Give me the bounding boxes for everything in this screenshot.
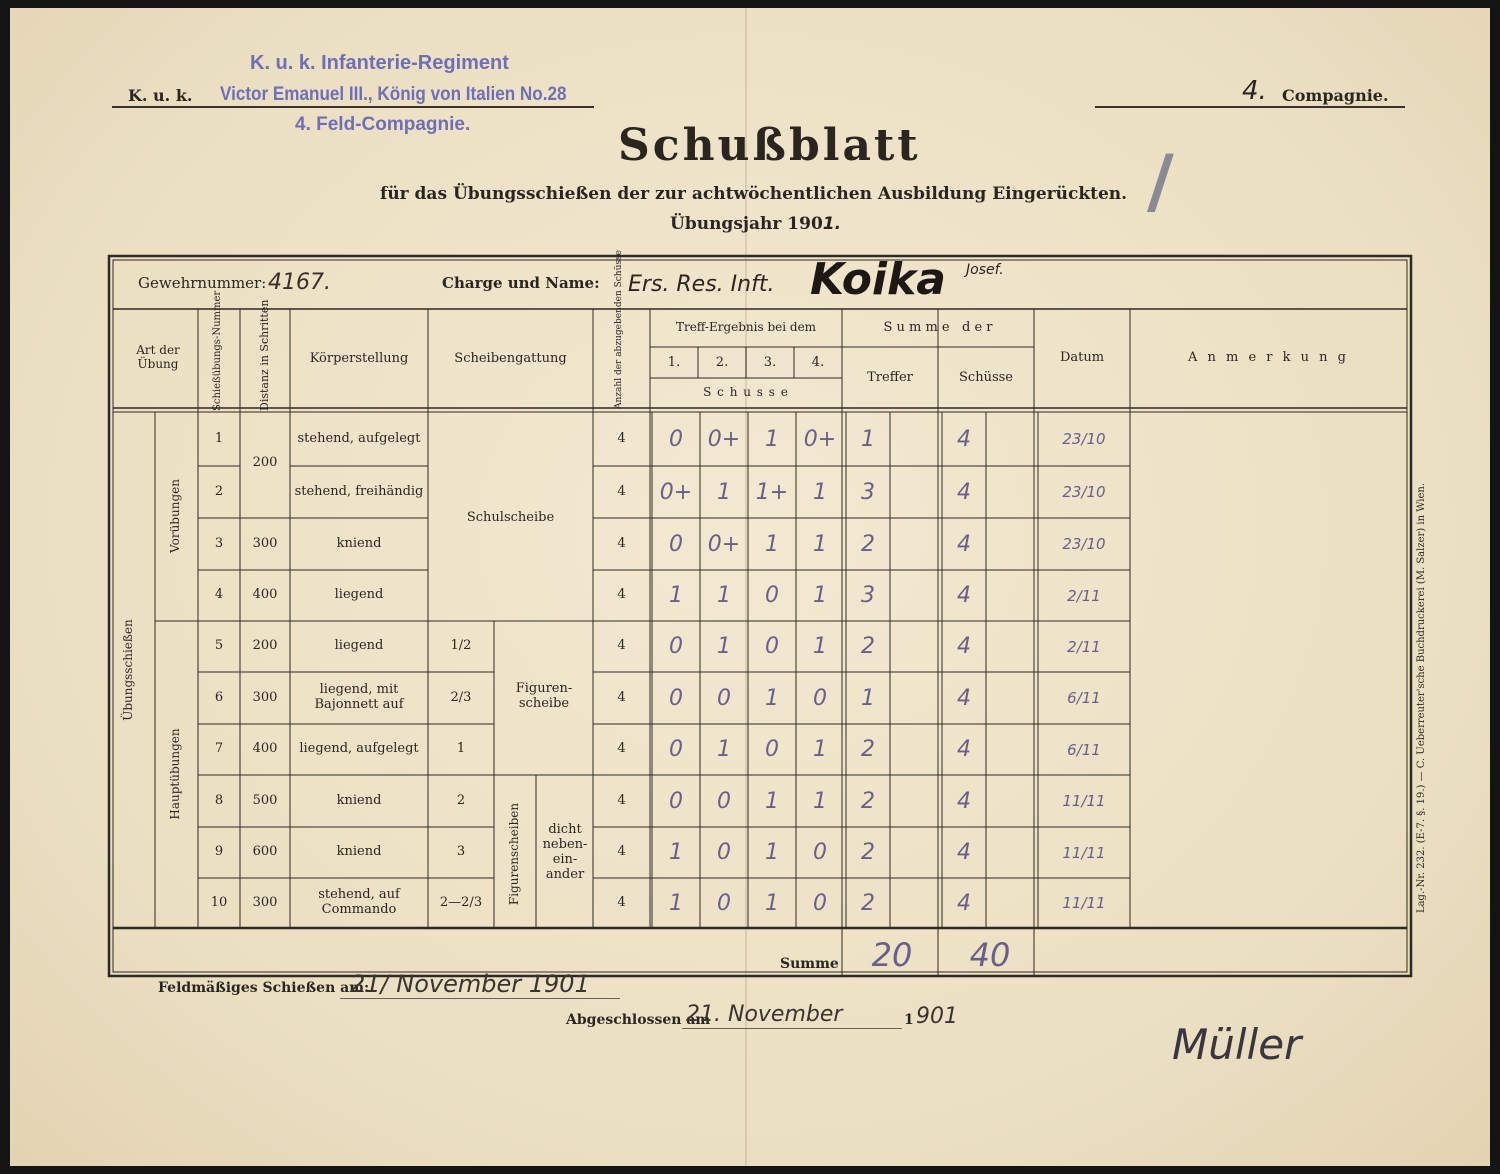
header-treff: Treff-Ergebnis bei dem: [675, 320, 817, 335]
row-dist: 500: [252, 792, 278, 808]
row-schuesse: 4: [957, 840, 971, 865]
row-schuesse: 4: [957, 531, 971, 557]
gewehr-value: 4167.: [268, 270, 331, 295]
row-shot-4: 1: [813, 531, 827, 557]
shot-header-3: 3.: [763, 354, 777, 370]
kuk-label: K. u. k.: [128, 86, 193, 105]
shot-header-1: 1.: [667, 354, 681, 370]
row-shot-1: 0: [669, 531, 683, 557]
header-anzahl: Anzahl der abzugebenden Schüsse: [614, 250, 624, 409]
year-label-text: Übungsjahr 190: [670, 214, 823, 234]
row-anzahl: 4: [617, 430, 626, 446]
header-distanz: Distanz in Schritten: [258, 299, 271, 411]
row-fraction: 2—2/3: [439, 894, 483, 910]
row-shot-4: 1: [813, 788, 827, 814]
document-page: [10, 8, 1490, 1166]
header-art: Art der Übung: [136, 343, 180, 371]
row-dist: 400: [252, 741, 278, 757]
row-anzahl: 4: [617, 792, 626, 808]
row-fraction: 3: [456, 844, 466, 860]
row-schuesse: 4: [957, 685, 971, 711]
row-nr: 7: [214, 741, 224, 757]
row-shot-1: 1: [669, 583, 683, 608]
row-position: liegend, mit Bajonnett auf: [314, 682, 404, 712]
feld-rule: [340, 998, 620, 999]
header-schuesse-sum: Schüsse: [959, 369, 1013, 385]
row-nr: 2: [214, 483, 224, 499]
gewehr-label: Gewehrnummer:: [138, 274, 267, 292]
row-shot-3: 1: [765, 685, 779, 711]
row-shot-2: 1: [717, 583, 731, 608]
surname: Koika: [810, 254, 946, 305]
row-shot-2: 0: [717, 890, 731, 916]
feld-value: 21/ November 1901: [350, 970, 590, 998]
summe-treffer: 20: [871, 936, 913, 974]
row-dist: 400: [252, 587, 278, 603]
row-shot-3: 0: [765, 737, 779, 762]
row-shot-1: 1: [669, 890, 683, 916]
charge-label: Charge und Name:: [442, 274, 600, 292]
group-outer: Übungsschießen: [121, 619, 135, 721]
row-shot-4: 1: [813, 737, 827, 762]
row-shot-4: 1: [813, 479, 827, 505]
row-anzahl: 4: [617, 844, 626, 860]
row-datum: 23/10: [1062, 535, 1106, 553]
row-treffer: 2: [861, 737, 875, 762]
row-fraction: 2/3: [450, 689, 472, 705]
row-datum: 11/11: [1062, 792, 1106, 810]
row-fraction: 1/2: [450, 638, 472, 654]
row-shot-1: 0+: [659, 479, 693, 505]
abg-year-value: 901: [916, 1004, 958, 1029]
row-dist: 200: [252, 638, 278, 654]
row-treffer: 3: [861, 479, 875, 505]
row-shot-2: 1: [717, 634, 731, 659]
row-shot-2: 0: [717, 788, 731, 814]
group-vor: Vorübungen: [168, 479, 182, 553]
row-shot-3: 1: [765, 788, 779, 814]
row-shot-1: 1: [669, 840, 683, 865]
firstname: Josef.: [966, 262, 1004, 278]
row-fraction: 2: [456, 792, 466, 808]
row-shot-4: 1: [813, 634, 827, 659]
row-treffer: 2: [861, 531, 875, 557]
abg-rule: [682, 1028, 902, 1029]
group-figurenscheiben: Figurenscheiben: [507, 802, 521, 906]
row-shot-2: 1: [717, 479, 731, 505]
row-position: kniend: [336, 844, 382, 860]
row-shot-4: 0: [813, 890, 827, 916]
company-number: 4.: [1242, 76, 1267, 106]
row-shot-3: 0: [765, 634, 779, 659]
row-shot-4: 1: [813, 583, 827, 608]
row-datum: 2/11: [1067, 586, 1101, 605]
row-nr: 10: [210, 894, 228, 910]
group-dicht: dicht neben-ein-ander: [542, 822, 588, 882]
row-dist: 200: [252, 454, 278, 470]
row-datum: 23/10: [1062, 430, 1106, 448]
page-title: Schußblatt: [618, 120, 921, 171]
side-print: Lag.-Nr. 232. (E-7. §. 19.) — C. Ueberreuter'sche Buchdruckerei (M. Salzer) in Wien.: [1416, 482, 1427, 914]
row-dist: 300: [252, 894, 278, 910]
header-datum: Datum: [1059, 349, 1105, 365]
header-schuesse: S c h u s s e: [703, 385, 789, 400]
row-shot-1: 0: [669, 685, 683, 711]
row-anzahl: 4: [617, 535, 626, 551]
row-schuesse: 4: [957, 737, 971, 762]
header-treffer: Treffer: [867, 369, 913, 385]
signature: Müller: [1172, 1020, 1302, 1069]
row-dist: 300: [252, 535, 278, 551]
row-treffer: 2: [861, 890, 875, 916]
row-treffer: 1: [861, 426, 875, 452]
row-dist: 600: [252, 844, 278, 860]
row-shot-1: 0: [669, 634, 683, 659]
header-koerper: Körperstellung: [309, 350, 409, 366]
abg-label: Abgeschlossen am: [566, 1012, 711, 1028]
feld-label: Feldmäßiges Schießen am:: [158, 980, 370, 996]
row-nr: 1: [214, 430, 224, 446]
row-position: stehend, auf Commando: [318, 887, 400, 917]
roman-mark: I: [1132, 138, 1187, 231]
row-shot-3: 1: [765, 426, 779, 452]
row-shot-1: 0: [669, 737, 683, 762]
row-nr: 6: [214, 689, 224, 705]
row-shot-1: 0: [669, 788, 683, 814]
group-haupt: Hauptübungen: [168, 728, 182, 820]
row-position: liegend, aufgelegt: [299, 741, 419, 757]
row-anzahl: 4: [617, 894, 626, 910]
row-nr: 5: [214, 638, 224, 654]
summe-schuesse: 40: [969, 936, 1011, 974]
row-schuesse: 4: [957, 479, 971, 505]
row-datum: 6/11: [1067, 740, 1101, 759]
row-treffer: 2: [861, 634, 875, 659]
row-schuesse: 4: [957, 788, 971, 814]
row-shot-2: 1: [717, 737, 731, 762]
row-treffer: 1: [861, 685, 875, 711]
row-datum: 11/11: [1062, 843, 1106, 862]
group-figurenscheibe: Figuren-scheibe: [515, 681, 573, 711]
row-anzahl: 4: [617, 483, 626, 499]
row-anzahl: 4: [617, 587, 626, 603]
group-schulscheibe: Schulscheibe: [466, 509, 555, 525]
row-nr: 3: [214, 535, 224, 551]
row-position: stehend, aufgelegt: [297, 430, 421, 446]
row-schuesse: 4: [957, 890, 971, 916]
row-treffer: 3: [861, 583, 875, 608]
row-shot-2: 0: [717, 685, 731, 711]
stamp-line-3: 4. Feld-Compagnie.: [295, 114, 471, 135]
row-nr: 4: [214, 587, 224, 603]
row-shot-2: 0+: [707, 531, 741, 557]
charge-value: Ers. Res. Inft.: [628, 272, 775, 297]
shot-header-4: 4.: [811, 354, 825, 370]
row-shot-4: 0+: [803, 426, 837, 452]
company-label: Compagnie.: [1282, 86, 1389, 105]
row-position: stehend, freihändig: [294, 483, 424, 499]
row-treffer: 2: [861, 788, 875, 814]
row-dist: 300: [252, 689, 278, 705]
page-subtitle: für das Übungsschießen der zur achtwöchentlichen Ausbildung Eingerückten.: [380, 184, 1128, 204]
header-anmerkung: A n m e r k u n g: [1188, 349, 1349, 365]
header-scheibe: Scheibengattung: [454, 350, 567, 366]
header-summe-der: S u m m e d e r: [883, 319, 993, 335]
year-digit: 1.: [822, 214, 842, 234]
row-shot-4: 0: [813, 840, 827, 865]
row-fraction: 1: [456, 741, 466, 757]
row-shot-3: 1: [765, 531, 779, 557]
abg-value: 21. November: [686, 1002, 843, 1027]
stamp-line-1: K. u. k. Infanterie-Regiment: [250, 52, 509, 74]
row-position: liegend: [334, 638, 384, 654]
abg-year-prefix: 1: [904, 1012, 914, 1028]
row-shot-3: 1: [765, 840, 779, 865]
row-shot-4: 0: [813, 685, 827, 711]
row-schuesse: 4: [957, 426, 971, 452]
row-schuesse: 4: [957, 583, 971, 608]
row-datum: 2/11: [1067, 637, 1101, 656]
row-nr: 9: [214, 844, 224, 860]
row-datum: 6/11: [1067, 689, 1101, 707]
summe-label: Summe: [780, 956, 839, 972]
row-treffer: 2: [861, 840, 875, 865]
row-shot-2: 0: [717, 840, 731, 865]
row-position: kniend: [336, 535, 382, 551]
header-nummer: Schießübungs-Nummer: [212, 290, 223, 411]
row-shot-1: 0: [669, 426, 683, 452]
row-anzahl: 4: [617, 689, 626, 705]
row-position: kniend: [336, 792, 382, 808]
row-shot-3: 1: [765, 890, 779, 916]
row-anzahl: 4: [617, 638, 626, 654]
row-shot-2: 0+: [707, 426, 741, 452]
row-position: liegend: [334, 587, 384, 603]
row-nr: 8: [214, 792, 224, 808]
row-anzahl: 4: [617, 741, 626, 757]
stamp-line-2: Victor Emanuel III., König von Italien No.28: [220, 84, 567, 105]
row-shot-3: 1+: [755, 479, 789, 505]
row-schuesse: 4: [957, 634, 971, 659]
shot-header-2: 2.: [715, 354, 729, 370]
row-shot-3: 0: [765, 583, 779, 608]
row-datum: 23/10: [1062, 483, 1106, 501]
row-datum: 11/11: [1062, 894, 1106, 912]
